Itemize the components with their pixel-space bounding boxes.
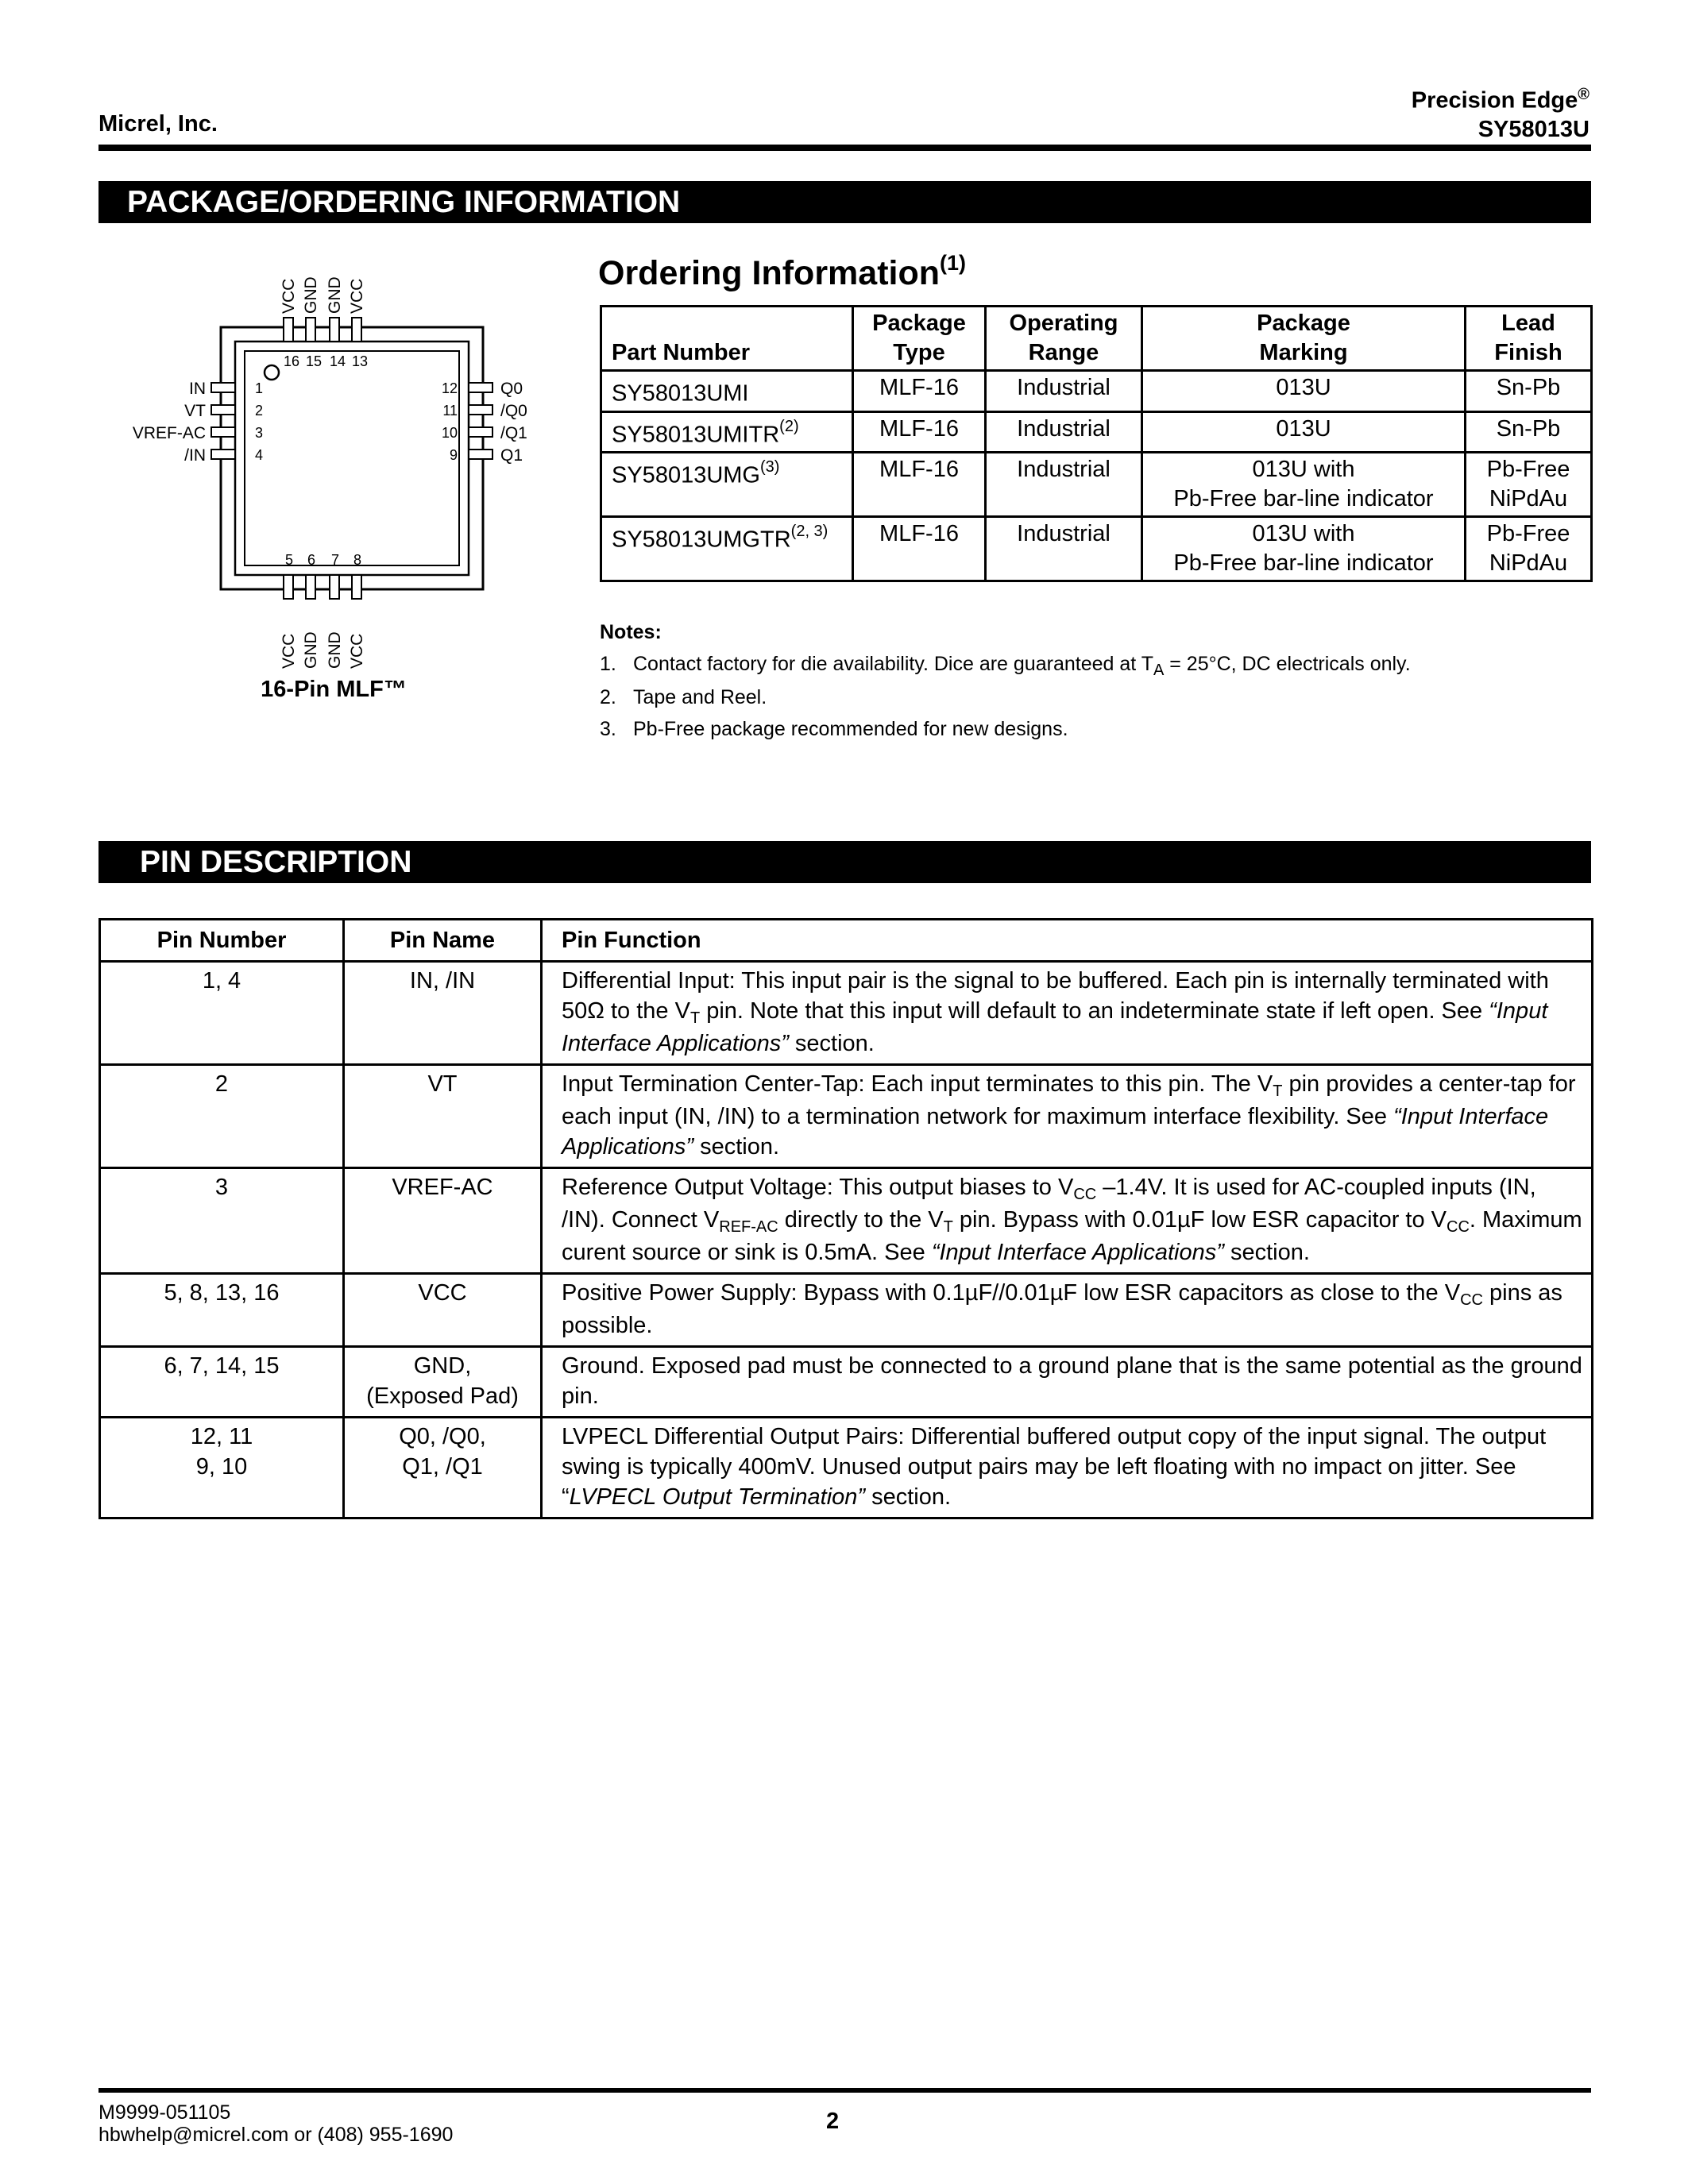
fn-sub: T	[1273, 1082, 1283, 1100]
pin-lead-top	[284, 318, 293, 341]
marking-1: 013U	[1276, 415, 1331, 442]
pin-label-left: VREF-AC	[132, 424, 206, 442]
marking-2: Pb-Free bar-line indicator	[1173, 550, 1434, 577]
cell-part	[601, 371, 853, 412]
cell-marking	[1142, 453, 1466, 517]
pin-function	[542, 1347, 1593, 1418]
pin-name: VT	[344, 1065, 542, 1168]
cell-package: MLF-16	[853, 371, 986, 412]
th-package-type-2: Type	[893, 340, 945, 365]
pin-label-top: VCC	[280, 278, 298, 314]
pin-number: 6, 7, 14, 15	[100, 1347, 344, 1418]
pin-label-right: Q1	[500, 446, 523, 465]
fn-text: pin provides a center-tap for each input (IN, /IN) to a termination network for maximum interface flexibility. See	[562, 1071, 1576, 1129]
pin-number-bottom: 5	[285, 552, 294, 568]
pin-lead-left	[211, 450, 235, 459]
section-pin-description: PIN DESCRIPTION	[98, 841, 1591, 883]
header-rule	[98, 145, 1591, 151]
th-pin-name: Pin Name	[344, 920, 542, 962]
pin-name-line: Q1, /Q1	[402, 1454, 483, 1480]
th-pin-function: Pin Function	[542, 920, 1593, 962]
pin-number-top: 13	[352, 353, 369, 369]
fn-text: section.	[1223, 1240, 1310, 1265]
page-number: 2	[826, 2109, 840, 2134]
note-text: Pb-Free package recommended for new designs.	[633, 718, 1068, 740]
pin-label-bottom: VCC	[280, 633, 298, 669]
marking-1: 013U with	[1252, 457, 1355, 483]
pin-number-top: 16	[284, 353, 300, 369]
finish-1: Sn-Pb	[1496, 415, 1561, 442]
fn-link-text: “Input Interface Applications”	[562, 1104, 1549, 1160]
cell-part	[601, 453, 853, 517]
fn-text: section.	[693, 1134, 780, 1160]
note-subscript: A	[1153, 662, 1165, 679]
pin-number: 5, 8, 13, 16	[100, 1274, 344, 1347]
fn-text: pins as possible.	[562, 1280, 1562, 1338]
pin-number-bottom: 8	[353, 552, 362, 568]
th-pin-number: Pin Number	[100, 920, 344, 962]
fn-sub: REF-AC	[719, 1218, 778, 1236]
doc-number: M9999-051105	[98, 2101, 231, 2124]
pin-number	[100, 1418, 344, 1518]
fn-text: LVPECL Differential Output Pairs: Differential buffered output copy of the input signal. The output swing is typically 400mV. Unused output pairs may be left floating with no impact on jitter. See “	[562, 1424, 1547, 1510]
cell-marking	[1142, 411, 1466, 453]
th-range-2: Range	[1028, 340, 1099, 365]
ordering-row	[601, 411, 1592, 453]
part-text: SY58013UMG	[612, 462, 760, 488]
pin-lead-left	[211, 427, 235, 437]
pin-name-line: GND,	[413, 1353, 472, 1379]
pin-label-bottom: GND	[326, 631, 344, 669]
pin-lead-top	[330, 318, 339, 341]
pin-number-right: 10	[441, 425, 458, 441]
notes-heading: Notes:	[600, 621, 662, 643]
pin-function	[542, 1274, 1593, 1347]
ordering-header-row	[601, 307, 1592, 371]
ordering-notes	[600, 616, 1585, 745]
pin-label-left: VT	[184, 402, 206, 420]
pin-label-right: /Q1	[500, 424, 527, 442]
pin-number-top: 15	[306, 353, 323, 369]
fn-text: directly to the V	[778, 1207, 944, 1233]
pin-label-bottom: VCC	[348, 633, 366, 669]
pin-label-bottom: GND	[302, 631, 320, 669]
fn-text: –1.4V. It is used for AC-coupled inputs (IN, /IN). Connect V	[562, 1175, 1536, 1233]
ordering-title-note: (1)	[940, 251, 966, 275]
fn-text: . Maximum curent source or sink is 0.5mA. See	[562, 1207, 1582, 1265]
pin-number: 1, 4	[100, 962, 344, 1065]
finish-1: Pb-Free	[1486, 457, 1570, 483]
cell-part	[601, 411, 853, 453]
pin-number-line: 12, 11	[190, 1424, 253, 1449]
pin-row	[100, 1347, 1593, 1418]
exposed-pad	[245, 351, 459, 565]
pin-number: 3	[100, 1168, 344, 1274]
pin-lead-left	[211, 383, 235, 392]
pin-name: VCC	[344, 1274, 542, 1347]
fn-link-text: “Input Interface Applications”	[562, 998, 1548, 1056]
part-note: (3)	[760, 458, 780, 477]
pin-number-left: 1	[255, 380, 264, 396]
note-number: 2.	[600, 686, 616, 708]
finish-1: Sn-Pb	[1496, 375, 1561, 400]
pin-diagram	[119, 262, 548, 707]
fn-sub: CC	[1460, 1291, 1483, 1309]
footer-info	[98, 2101, 453, 2146]
pin-function	[542, 962, 1593, 1065]
fn-link-text: “Input Interface Applications”	[931, 1240, 1224, 1265]
th-lead-finish	[1466, 307, 1592, 371]
pin-number-right: 9	[449, 447, 458, 463]
th-part-number: Part Number	[601, 307, 853, 371]
fn-text: section.	[788, 1031, 875, 1056]
cell-finish	[1466, 371, 1592, 412]
pin-number-line: 9, 10	[195, 1454, 248, 1480]
pin-lead-left	[211, 405, 235, 415]
pin-header-row	[100, 920, 1593, 962]
pin-row	[100, 962, 1593, 1065]
pin-function	[542, 1168, 1593, 1274]
pin-name-line: Q0, /Q0,	[399, 1424, 486, 1449]
pin-lead-top	[306, 318, 315, 341]
pin1-marker	[265, 365, 279, 380]
pin-lead-right	[469, 383, 492, 392]
fn-text: Reference Output Voltage: This output biases to V	[562, 1175, 1074, 1200]
cell-range: Industrial	[986, 411, 1142, 453]
pin-description-table	[98, 918, 1593, 1519]
cell-part	[601, 517, 853, 581]
fn-text: Positive Power Supply: Bypass with 0.1µF//0.01µF low ESR capacitors as close to the V	[562, 1280, 1461, 1306]
marking-2: Pb-Free bar-line indicator	[1173, 486, 1434, 512]
pin-function	[542, 1418, 1593, 1518]
cell-range: Industrial	[986, 453, 1142, 517]
fn-text: pin. Bypass with 0.01µF low ESR capacitor to V	[952, 1207, 1447, 1233]
part-text: SY58013UMI	[612, 380, 749, 407]
fn-text: Input Termination Center-Tap: Each input terminates to this pin. The V	[562, 1071, 1273, 1097]
pin-row	[100, 1274, 1593, 1347]
fn-sub: T	[689, 1009, 701, 1027]
pin-label-top: GND	[302, 276, 320, 314]
cell-package: MLF-16	[853, 453, 986, 517]
fn-sub: T	[943, 1218, 953, 1236]
pin-number-right: 12	[441, 380, 458, 396]
ordering-row	[601, 453, 1592, 517]
note-number: 1.	[600, 653, 616, 675]
pin-number-left: 4	[255, 447, 264, 463]
header-product	[1412, 80, 1590, 144]
note-item	[600, 648, 1585, 681]
pin-label-top: VCC	[348, 278, 366, 314]
product-line: Precision Edge	[1411, 87, 1578, 114]
cell-package: MLF-16	[853, 411, 986, 453]
pin-number-right: 11	[442, 403, 458, 419]
cell-marking	[1142, 517, 1466, 581]
pin-number-left: 3	[255, 425, 264, 441]
registered-mark: ®	[1578, 86, 1590, 103]
ordering-title	[598, 251, 966, 293]
th-operating-range	[986, 307, 1142, 371]
cell-range: Industrial	[986, 517, 1142, 581]
pin-name: IN, /IN	[344, 962, 542, 1065]
pin-row	[100, 1065, 1593, 1168]
th-range-1: Operating	[1009, 311, 1118, 336]
finish-1: Pb-Free	[1486, 521, 1570, 547]
note-item	[600, 713, 1585, 745]
pin-name	[344, 1418, 542, 1518]
th-marking-1: Package	[1257, 311, 1350, 336]
pin-lead-bottom	[284, 575, 293, 599]
section-package-ordering: PACKAGE/ORDERING INFORMATION	[98, 181, 1591, 223]
pin-label-left: /IN	[184, 446, 206, 465]
pin-label-left: IN	[189, 380, 206, 398]
fn-text: section.	[865, 1484, 952, 1510]
part-text: SY58013UMITR	[612, 422, 780, 448]
part-note: (2)	[779, 417, 799, 435]
diagram-caption: 16-Pin MLF™	[261, 677, 407, 702]
pin-label-right: /Q0	[500, 402, 527, 420]
pin-row	[100, 1168, 1593, 1274]
company-name: Micrel, Inc.	[98, 111, 218, 137]
cell-finish	[1466, 517, 1592, 581]
cell-range: Industrial	[986, 371, 1142, 412]
pin-number: 2	[100, 1065, 344, 1168]
pin-lead-right	[469, 450, 492, 459]
fn-text: Differential Input: This input pair is the signal to be buffered. Each pin is internally terminated with 50Ω to the V	[562, 968, 1549, 1024]
pin-lead-right	[469, 405, 492, 415]
fn-text: pin. Note that this input will default to an indeterminate state if left open. See	[700, 998, 1489, 1024]
contact-info: hbwhelp@micrel.com or (408) 955-1690	[98, 2124, 454, 2146]
marking-1: 013U with	[1252, 521, 1355, 547]
finish-2: NiPdAu	[1489, 550, 1568, 577]
th-package-type	[853, 307, 986, 371]
part-number: SY58013U	[1477, 116, 1590, 142]
pin-lead-right	[469, 427, 492, 437]
pin-function	[542, 1065, 1593, 1168]
pin-lead-top	[352, 318, 361, 341]
note-number: 3.	[600, 718, 616, 740]
part-note: (2, 3)	[790, 523, 829, 541]
ordering-row	[601, 517, 1592, 581]
th-finish-2: Finish	[1494, 340, 1562, 365]
pin-name	[344, 1347, 542, 1418]
fn-text: Ground. Exposed pad must be connected to a ground plane that is the same potential as the ground pin.	[562, 1353, 1582, 1409]
fn-link-text: LVPECL Output Termination”	[569, 1484, 866, 1510]
pin-label-right: Q0	[500, 380, 523, 398]
th-package-type-1: Package	[872, 311, 966, 336]
note-item	[600, 681, 1585, 713]
cell-finish	[1466, 453, 1592, 517]
pin-number-left: 2	[255, 403, 264, 419]
pin-row	[100, 1418, 1593, 1518]
pin-lead-bottom	[352, 575, 361, 599]
cell-marking	[1142, 371, 1466, 412]
note-text: Tape and Reel.	[633, 686, 767, 708]
th-finish-1: Lead	[1501, 311, 1555, 336]
pin-number-top: 14	[330, 353, 346, 369]
footer-rule	[98, 2088, 1591, 2093]
part-text: SY58013UMGTR	[612, 527, 791, 553]
pin-lead-bottom	[306, 575, 315, 599]
ordering-table	[600, 305, 1593, 582]
cell-finish	[1466, 411, 1592, 453]
pin-name-line: (Exposed Pad)	[366, 1383, 519, 1409]
ordering-title-text: Ordering Information	[598, 254, 940, 292]
pin-label-top: GND	[326, 276, 344, 314]
ordering-row	[601, 371, 1592, 412]
cell-package: MLF-16	[853, 517, 986, 581]
note-text: Contact factory for die availability. Dice are guaranteed at T	[633, 653, 1153, 675]
pin-lead-bottom	[330, 575, 339, 599]
marking-1: 013U	[1276, 375, 1331, 400]
pin-number-bottom: 7	[331, 552, 340, 568]
pin-number-bottom: 6	[307, 552, 316, 568]
note-text-b: = 25°C, DC electricals only.	[1164, 653, 1411, 675]
finish-2: NiPdAu	[1489, 486, 1568, 512]
th-marking-2: Marking	[1259, 340, 1348, 365]
fn-sub: CC	[1447, 1218, 1470, 1236]
pin-name: VREF-AC	[344, 1168, 542, 1274]
package-inner	[235, 341, 469, 575]
th-package-marking	[1142, 307, 1466, 371]
fn-sub: CC	[1073, 1186, 1097, 1203]
